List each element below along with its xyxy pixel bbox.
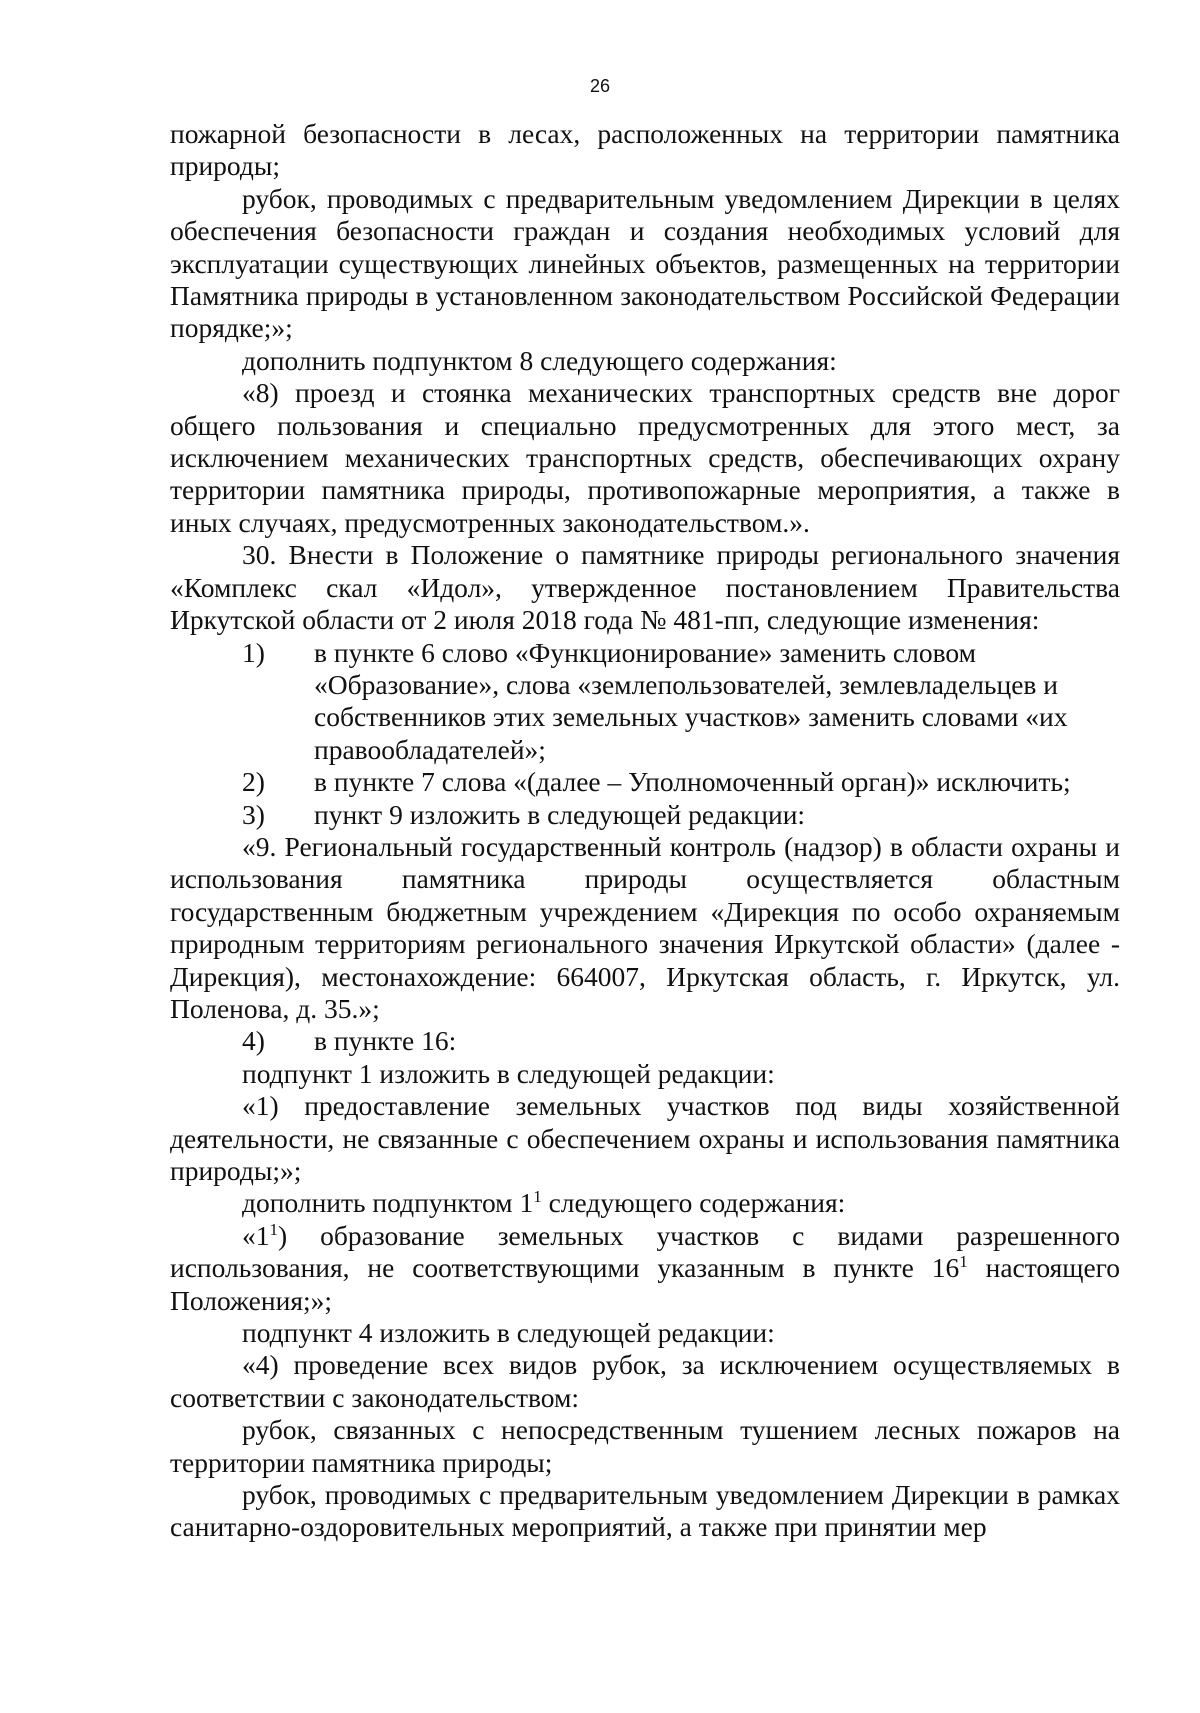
paragraph: пожарной безопасности в лесах, расположенных на территории памятника природы; bbox=[170, 118, 1120, 182]
list-item-number: 2) bbox=[242, 766, 265, 798]
text-run: следующего содержания: bbox=[541, 1187, 846, 1219]
paragraph: «9. Региональный государственный контроль (надзор) в области охраны и использования памятника природы осуществляется областным государственным бюджетным учреждением «Дирекция по особо охраняемым природным территориям регионального значения Иркутской области» (далее - Дирекция), местонахождение: 664007, Иркутская область, г. Иркутск, ул. Поленова, д. 35.»; bbox=[170, 830, 1120, 1024]
list-item-text: в пункте 6 слово «Функционирование» заменить словом «Образование», слова «землепользователей, землевладельцев и собственников этих земельных участков» заменить словами «их правообладателей»; bbox=[314, 636, 1068, 765]
text-run: настоящего Положения;»; bbox=[170, 1252, 1120, 1316]
superscript: 1 bbox=[533, 1187, 542, 1207]
paragraph: подпункт 1 изложить в следующей редакции: bbox=[242, 1057, 775, 1089]
paragraph: «1) предоставление земельных участков под виды хозяйственной деятельности, не связанные с обеспечением охраны и использования памятника природы;»; bbox=[170, 1090, 1120, 1186]
list-item bbox=[170, 1025, 1120, 1057]
list-item-text: пункт 9 изложить в следующей редакции: bbox=[314, 798, 806, 830]
paragraph: «4) проведение всех видов рубок, за исключением осуществляемых в соответствии с законодательством: bbox=[170, 1349, 1120, 1413]
document-body bbox=[170, 118, 1120, 1544]
paragraph: дополнить подпунктом 8 следующего содержания: bbox=[242, 344, 837, 376]
paragraph: рубок, проводимых с предварительным уведомлением Дирекции в целях обеспечения безопасности граждан и создания необходимых условий для эксплуатации существующих линейных объектов, размещенных на территории Памятника природы в установленном законодательством Российской Федерации порядке;»; bbox=[170, 182, 1120, 344]
superscript: 1 bbox=[269, 1219, 279, 1239]
list-item bbox=[170, 799, 1120, 831]
list-item-text: в пункте 7 слова «(далее – Уполномоченный орган)» исключить; bbox=[314, 766, 1071, 798]
paragraph: подпункт 4 изложить в следующей редакции: bbox=[242, 1317, 775, 1349]
list-item-number: 1) bbox=[242, 636, 265, 668]
list-item bbox=[170, 637, 1120, 767]
text-run: «1 bbox=[242, 1219, 270, 1251]
list-item bbox=[170, 766, 1120, 798]
paragraph: рубок, проводимых с предварительным уведомлением Дирекции в рамках санитарно-оздоровительных мероприятий, а также при принятии мер bbox=[170, 1479, 1120, 1543]
paragraph: рубок, связанных с непосредственным тушением лесных пожаров на территории памятника природы; bbox=[170, 1414, 1120, 1478]
page-number: 26 bbox=[589, 76, 611, 96]
paragraph-section-30: 30. Внести в Положение о памятнике природы регионального значения «Комплекс скал «Идол», утвержденное постановлением Правительства Иркутской области от 2 июля 2018 года № 481-пп, следующие изменения: bbox=[170, 539, 1120, 636]
paragraph bbox=[170, 1187, 1120, 1219]
paragraph: «8) проезд и стоянка механических транспортных средств вне дорог общего пользования и специально предусмотренных для этого мест, за исключением механических транспортных средств, обеспечивающих охрану территории памятника природы, противопожарные мероприятия, а также в иных случаях, предусмотренных законодательством.». bbox=[170, 377, 1120, 538]
paragraph bbox=[170, 1220, 1120, 1317]
list-item-text: в пункте 16: bbox=[314, 1025, 457, 1057]
list-item-number: 3) bbox=[242, 798, 265, 830]
list-item-number: 4) bbox=[242, 1025, 265, 1057]
text-run: дополнить подпунктом 1 bbox=[242, 1187, 534, 1219]
text-run: ) образование земельных участков с видами разрешенного использования, не соответствующими указанным в пункте 16 bbox=[170, 1219, 1120, 1284]
superscript: 1 bbox=[959, 1252, 968, 1271]
